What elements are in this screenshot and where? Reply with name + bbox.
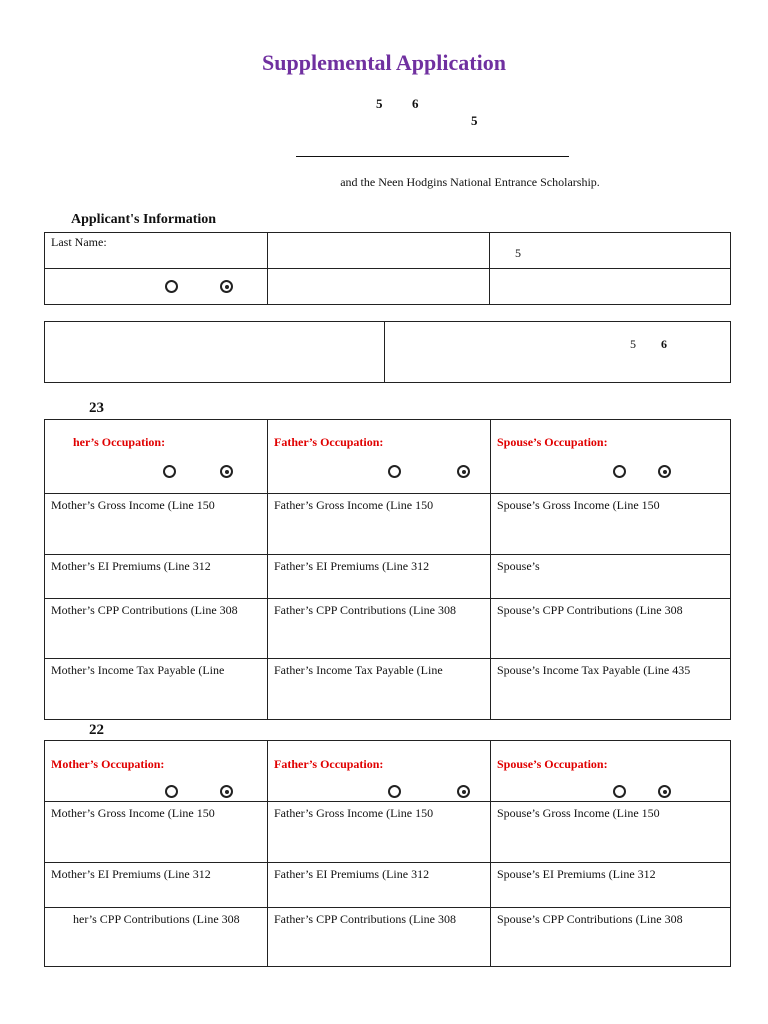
info-value-a: 5 bbox=[630, 337, 636, 351]
spouse-occupation-label-22: Spouse’s Occupation: bbox=[497, 757, 608, 771]
info-field-1[interactable] bbox=[45, 322, 385, 383]
spouse-radio-22-2[interactable] bbox=[658, 785, 671, 798]
spouse-gross-income-cell-22[interactable]: Spouse’s Gross Income (Line 150 bbox=[491, 802, 731, 863]
income-table-23 bbox=[44, 419, 731, 720]
mother-radio-22-1[interactable] bbox=[165, 785, 178, 798]
father-occupation-cell-22[interactable] bbox=[268, 741, 491, 802]
applicant-field-3-value: 5 bbox=[515, 246, 521, 260]
mother-radio-2[interactable] bbox=[220, 465, 233, 478]
spouse-tax-cell[interactable]: Spouse’s Income Tax Payable (Line 435 bbox=[491, 659, 731, 720]
mother-occupation-label: her’s Occupation: bbox=[73, 435, 166, 449]
father-ei-cell-22[interactable]: Father’s EI Premiums (Line 312 bbox=[268, 863, 491, 908]
father-tax-cell[interactable]: Father’s Income Tax Payable (Line bbox=[268, 659, 491, 720]
spouse-gross-income-cell[interactable]: Spouse’s Gross Income (Line 150 bbox=[491, 494, 731, 555]
spouse-ei-cell-22[interactable]: Spouse’s EI Premiums (Line 312 bbox=[491, 863, 731, 908]
father-ei-cell[interactable]: Father’s EI Premiums (Line 312 bbox=[268, 555, 491, 599]
father-radio-22-1[interactable] bbox=[388, 785, 401, 798]
father-radio-22-2[interactable] bbox=[457, 785, 470, 798]
mother-tax-cell[interactable]: Mother’s Income Tax Payable (Line bbox=[45, 659, 268, 720]
last-name-cell[interactable] bbox=[45, 233, 268, 269]
spouse-ei-cell[interactable]: Spouse’s bbox=[491, 555, 731, 599]
info-value-b: 6 bbox=[661, 337, 667, 351]
spouse-cpp-cell-22[interactable]: Spouse’s CPP Contributions (Line 308 bbox=[491, 908, 731, 967]
income-table-22 bbox=[44, 740, 731, 967]
father-gross-income-cell[interactable]: Father’s Gross Income (Line 150 bbox=[268, 494, 491, 555]
last-name-label: Last Name: bbox=[51, 235, 107, 249]
applicant-field-2[interactable] bbox=[268, 233, 490, 269]
father-cpp-cell[interactable]: Father’s CPP Contributions (Line 308 bbox=[268, 599, 491, 659]
applicant-heading: Applicant's Information bbox=[71, 212, 217, 227]
father-cpp-cell-22[interactable]: Father’s CPP Contributions (Line 308 bbox=[268, 908, 491, 967]
applicant-table bbox=[44, 232, 731, 305]
spouse-occupation-cell[interactable] bbox=[491, 420, 731, 494]
applicant-field-5[interactable] bbox=[268, 269, 490, 305]
father-occupation-label-22: Father’s Occupation: bbox=[274, 757, 384, 771]
header-value-c: 5 bbox=[471, 113, 478, 128]
mother-occupation-label-22: Mother’s Occupation: bbox=[51, 757, 165, 771]
page-title: Supplemental Application bbox=[262, 50, 506, 75]
father-occupation-label: Father’s Occupation: bbox=[274, 435, 384, 449]
father-occupation-cell[interactable] bbox=[268, 420, 491, 494]
signature-line bbox=[296, 156, 569, 157]
father-radio-1[interactable] bbox=[388, 465, 401, 478]
applicant-field-3[interactable] bbox=[490, 233, 731, 269]
father-gross-income-cell-22[interactable]: Father’s Gross Income (Line 150 bbox=[268, 802, 491, 863]
mother-gross-income-cell[interactable]: Mother’s Gross Income (Line 150 bbox=[45, 494, 268, 555]
father-radio-2[interactable] bbox=[457, 465, 470, 478]
radio-option-2[interactable] bbox=[220, 280, 233, 293]
mother-radio-22-2[interactable] bbox=[220, 785, 233, 798]
mother-ei-cell-22[interactable]: Mother’s EI Premiums (Line 312 bbox=[45, 863, 268, 908]
mother-gross-income-cell-22[interactable]: Mother’s Gross Income (Line 150 bbox=[45, 802, 268, 863]
spouse-radio-2[interactable] bbox=[658, 465, 671, 478]
mother-occupation-cell[interactable] bbox=[45, 420, 268, 494]
spouse-occupation-label: Spouse’s Occupation: bbox=[497, 435, 608, 449]
section-23-heading: 23 bbox=[89, 400, 104, 416]
mother-cpp-cell[interactable]: Mother’s CPP Contributions (Line 308 bbox=[45, 599, 268, 659]
mother-occupation-cell-22[interactable] bbox=[45, 741, 268, 802]
mother-radio-1[interactable] bbox=[163, 465, 176, 478]
spouse-occupation-cell-22[interactable] bbox=[491, 741, 731, 802]
header-subtext: and the Neen Hodgins National Entrance Scholarship. bbox=[340, 175, 600, 189]
header-value-b: 6 bbox=[412, 96, 419, 111]
radio-option-1[interactable] bbox=[165, 280, 178, 293]
spouse-radio-1[interactable] bbox=[613, 465, 626, 478]
info-field-2[interactable] bbox=[385, 322, 731, 383]
header-value-a: 5 bbox=[376, 96, 383, 111]
spouse-cpp-cell[interactable]: Spouse’s CPP Contributions (Line 308 bbox=[491, 599, 731, 659]
spouse-radio-22-1[interactable] bbox=[613, 785, 626, 798]
mother-cpp-cell-22[interactable]: her’s CPP Contributions (Line 308 bbox=[45, 908, 268, 967]
applicant-field-6[interactable] bbox=[490, 269, 731, 305]
applicant-radio-cell bbox=[45, 269, 268, 305]
info-table bbox=[44, 321, 731, 383]
section-22-heading: 22 bbox=[89, 722, 104, 738]
mother-ei-cell[interactable]: Mother’s EI Premiums (Line 312 bbox=[45, 555, 268, 599]
